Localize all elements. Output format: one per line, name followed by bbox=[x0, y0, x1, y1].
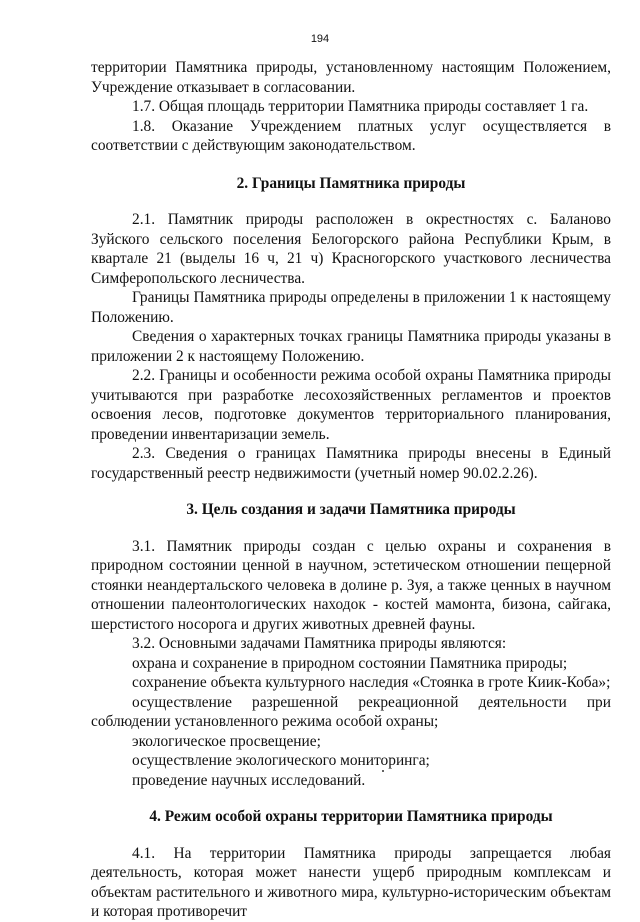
task-item-continuation: соблюдении установленного режима особой охраны; bbox=[91, 713, 439, 730]
paragraph-2-1: 2.1. Памятник природы расположен в окрестностях с. Баланово Зуйского сельского поселения Белогорского района Республики Крым, в квартале 21 (выделы 16 ч, 21 ч) Красногорского участкового лесничества Симферопольского лесничества. bbox=[91, 211, 611, 287]
scan-speck bbox=[382, 770, 384, 772]
paragraph-1-8: 1.8. Оказание Учреждением платных услуг осуществляется в соответствии с действующим законодательством. bbox=[91, 117, 611, 154]
task-item: сохранение объекта культурного наследия «Стоянка в гроте Киик-Коба»; bbox=[132, 674, 611, 691]
paragraph-2-boundaries: Границы Памятника природы определены в приложении 1 к настоящему Положению. bbox=[91, 289, 611, 326]
section-2-heading: 2. Границы Памятника природы bbox=[236, 174, 466, 192]
page-number: 194 bbox=[310, 33, 330, 45]
paragraph-2-points: Сведения о характерных точках границы Памятника природы указаны в приложении 2 к настоящему Положению. bbox=[91, 328, 611, 365]
task-item: осуществление разрешенной рекреационной деятельности при bbox=[132, 693, 611, 711]
paragraph-lead-continuation: территории Памятника природы, установленному настоящим Положением, Учреждение отказывает в согласовании. bbox=[91, 59, 611, 96]
paragraph-4-1: 4.1. На территории Памятника природы запрещается любая деятельность, которая может нанести ущерб природным комплексам и объектам растительного и животного мира, культурно-историческим объектам и которая противоречит bbox=[91, 844, 611, 920]
paragraph-1-7: 1.7. Общая площадь территории Памятника природы составляет 1 га. bbox=[132, 98, 589, 115]
task-item: экологическое просвещение; bbox=[132, 732, 321, 750]
paragraph-3-2: 3.2. Основными задачами Памятника природы являются: bbox=[132, 635, 507, 652]
section-3-heading: 3. Цель создания и задачи Памятника природы bbox=[186, 501, 516, 518]
task-item: охрана и сохранение в природном состоянии Памятника природы; bbox=[132, 654, 568, 672]
task-item: осуществление экологического мониторинга; bbox=[132, 752, 430, 769]
paragraph-2-3: 2.3. Сведения о границах Памятника природы внесены в Единый государственный реестр недвижимости (учетный номер 90.02.2.26). bbox=[91, 445, 611, 482]
section-4-heading: 4. Режим особой охраны территории Памятника природы bbox=[149, 808, 553, 825]
paragraph-2-2: 2.2. Границы и особенности режима особой охраны Памятника природы учитываются при разработке лесохозяйственных регламентов и проектов освоения лесов, подготовке документов территориального планирования, проведении инвентаризации земель. bbox=[91, 367, 611, 443]
document-body bbox=[91, 58, 611, 922]
task-item: проведение научных исследований. bbox=[132, 771, 366, 789]
paragraph-3-1: 3.1. Памятник природы создан с целью охраны и сохранения в природном состоянии ценной в научном, эстетическом отношении пещерной стоянки неандертальского человека в долине р. Зуя, а также ценных в научном отношении палеонтологических находок - костей мамонта, бизона, сайгака, шерстистого носорога и других животных древней фауны. bbox=[91, 537, 611, 633]
